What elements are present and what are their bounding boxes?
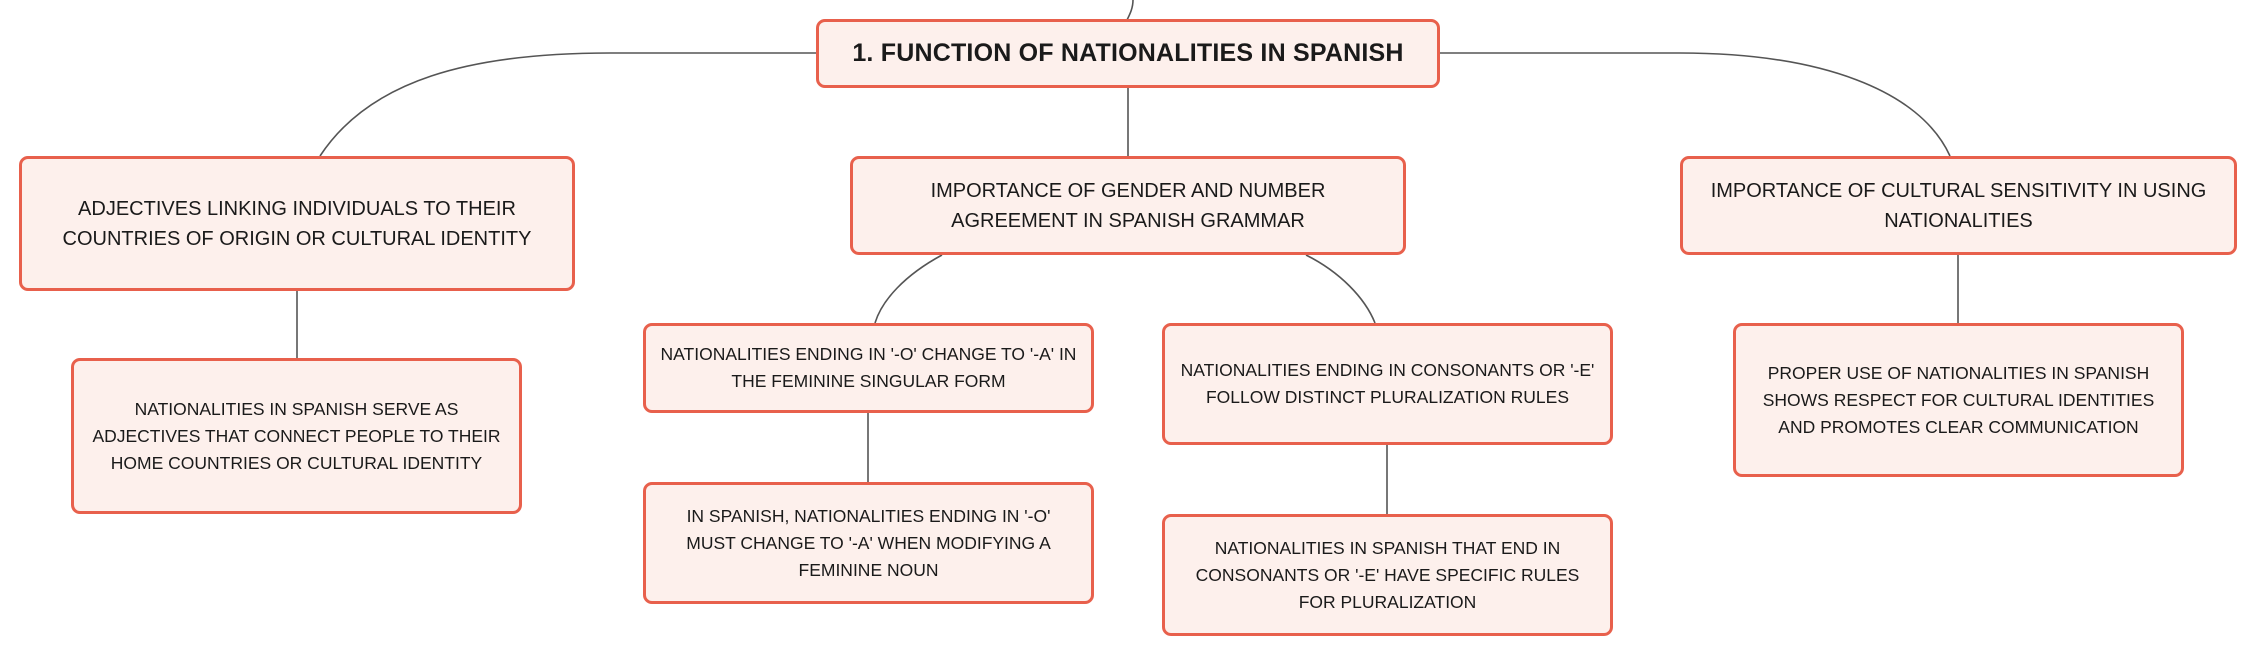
subbranch-feminine-label: NATIONALITIES ENDING IN '-O' CHANGE TO '-A' IN THE FEMININE SINGULAR FORM <box>660 344 1077 391</box>
subbranch-plural-node[interactable] <box>1162 323 1613 445</box>
subbranch-feminine-node[interactable] <box>643 323 1094 413</box>
leaf-origin-label: NATIONALITIES IN SPANISH SERVE AS ADJECTIVES THAT CONNECT PEOPLE TO THEIR HOME COUNTRIES OR CULTURAL IDENTITY <box>92 398 501 473</box>
connector-agreement-to-plural <box>1306 255 1375 323</box>
leaf-feminine-label: IN SPANISH, NATIONALITIES ENDING IN '-O' MUST CHANGE TO '-A' WHEN MODIFYING A FEMININE NOUN <box>686 505 1051 580</box>
leaf-feminine-node[interactable] <box>643 482 1094 604</box>
root-topic-label: 1. FUNCTION OF NATIONALITIES IN SPANISH <box>852 39 1404 67</box>
branch-origin-label: ADJECTIVES LINKING INDIVIDUALS TO THEIR COUNTRIES OF ORIGIN OR CULTURAL IDENTITY <box>62 197 532 250</box>
leaf-plural-node[interactable] <box>1162 514 1613 636</box>
connector-root-to-branch-origin <box>320 53 816 156</box>
leaf-sensitivity-label: PROPER USE OF NATIONALITIES IN SPANISH SHOWS RESPECT FOR CULTURAL IDENTITIES AND PROMOTES CLEAR COMMUNICATION <box>1762 362 2155 437</box>
subbranch-plural-label: NATIONALITIES ENDING IN CONSONANTS OR '-E' FOLLOW DISTINCT PLURALIZATION RULES <box>1180 360 1595 407</box>
branch-sensitivity-node[interactable] <box>1680 156 2237 255</box>
root-topic-node[interactable] <box>816 19 1440 88</box>
branch-origin-node[interactable] <box>19 156 575 291</box>
connector-parent-to-root <box>1127 0 1133 20</box>
connector-agreement-to-feminine <box>875 255 942 323</box>
leaf-sensitivity-node[interactable] <box>1733 323 2184 477</box>
branch-agreement-node[interactable] <box>850 156 1406 255</box>
leaf-origin-node[interactable] <box>71 358 522 514</box>
branch-agreement-label: IMPORTANCE OF GENDER AND NUMBER AGREEMENT IN SPANISH GRAMMAR <box>930 179 1326 232</box>
leaf-plural-label: NATIONALITIES IN SPANISH THAT END IN CONSONANTS OR '-E' HAVE SPECIFIC RULES FOR PLURALIZATION <box>1195 537 1580 612</box>
connector-root-to-branch-sensitivity <box>1440 53 1950 156</box>
branch-sensitivity-label: IMPORTANCE OF CULTURAL SENSITIVITY IN USING NATIONALITIES <box>1710 179 2207 232</box>
